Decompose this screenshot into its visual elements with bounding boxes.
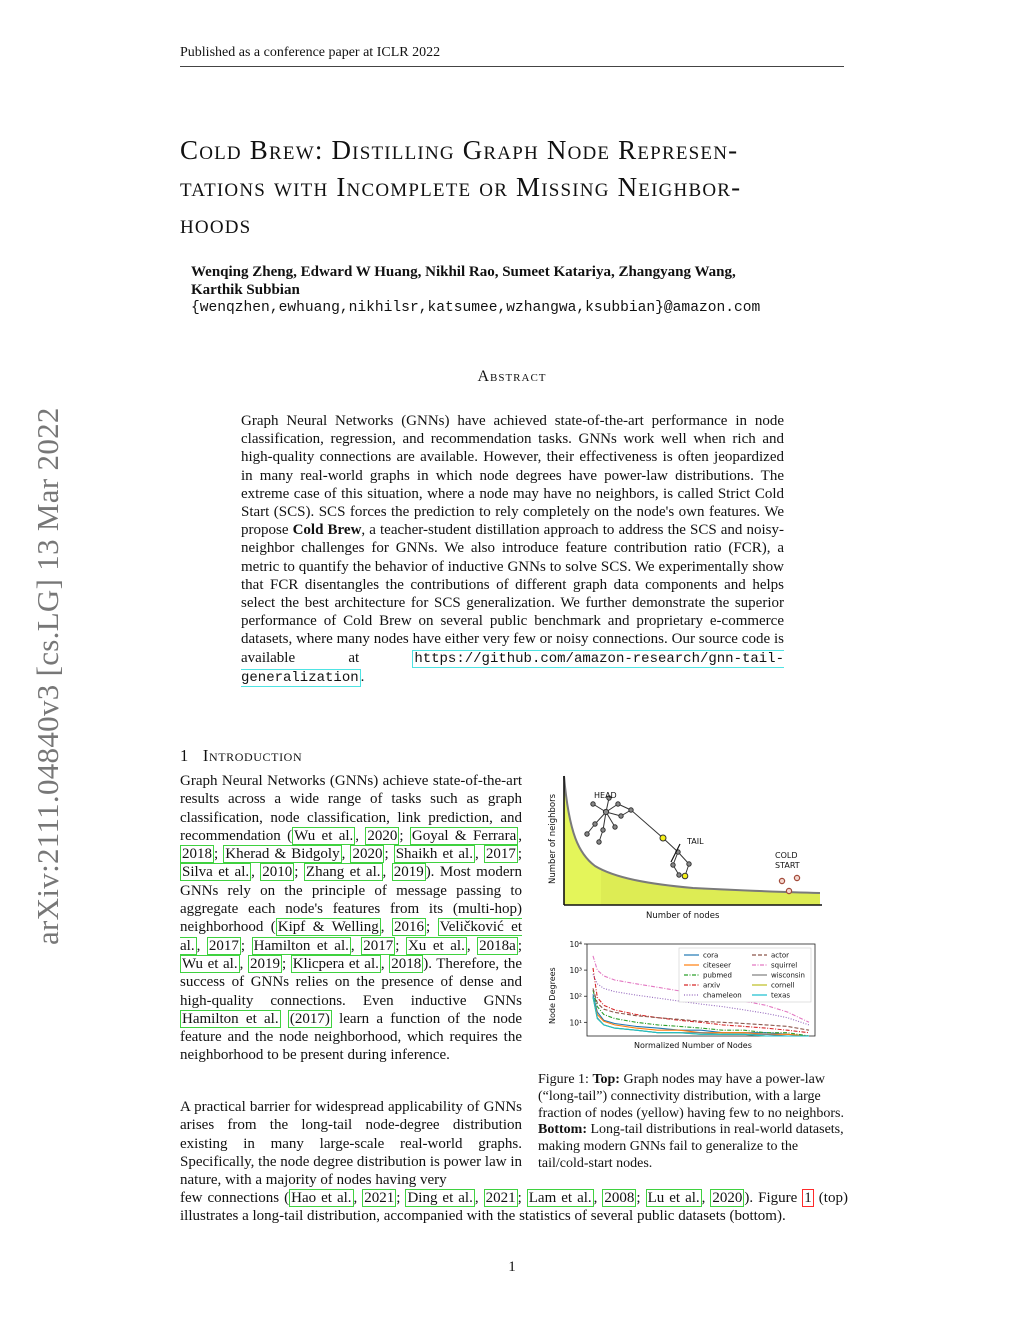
citation-link[interactable]: Wu et al. bbox=[182, 955, 238, 972]
legend-label-texas: texas bbox=[771, 991, 791, 1000]
legend-label-chameleon: chameleon bbox=[703, 991, 742, 1000]
page-number: 1 bbox=[508, 1259, 516, 1275]
figure-1-top bbox=[543, 772, 833, 924]
legend-label-cora: cora bbox=[703, 951, 719, 960]
source-code-link[interactable]: https://github.com/amazon-research/gnn-tail-generalization bbox=[241, 650, 784, 686]
axis-label-x: Number of nodes bbox=[646, 911, 720, 921]
legend-label-actor: actor bbox=[771, 951, 790, 960]
head-label: HEAD bbox=[594, 791, 617, 800]
citation-link[interactable]: Hamilton et al. bbox=[182, 1010, 279, 1027]
cold-start-label-2: START bbox=[775, 861, 800, 870]
citation-link[interactable]: Goyal & Ferrara bbox=[411, 827, 517, 844]
citation-link[interactable]: Xu et al. bbox=[407, 937, 465, 954]
legend-label-cornell: cornell bbox=[771, 981, 795, 990]
intro-text: Graph Neural Networks (GNNs) achieve state-of-the-art results across a wide range of tasks such as graph classification, node classification, link prediction, and recommendation ( bbox=[180, 773, 522, 844]
abstract-method-name: Cold Brew bbox=[292, 522, 362, 539]
abstract-text-2: , a teacher-student distillation approach to address the SCS and noisy-neighbor challenges for GNNs. We also introduce feature contribution ratio (FCR), a metric to quantify the behavior of inductive GNNs to solve SCS. We experimentally show that FCR disentangles the contributions of different graph data components and helps select the best architecture for SCS generalization. We further demonstrate the superior performance of Cold Brew on several public benchmark and proprietary e-commerce datasets, where many nodes have either very few or noisy connections. Our source code is available at bbox=[241, 522, 785, 666]
citation-link[interactable]: Veličković et al. bbox=[180, 919, 523, 954]
citation-year-link[interactable]: 2018 bbox=[391, 955, 422, 972]
citation-link[interactable]: Hao et al. bbox=[291, 1190, 352, 1206]
legend-label-squirrel: squirrel bbox=[771, 961, 798, 970]
citation-year-link[interactable]: 2018 bbox=[182, 846, 212, 863]
citation-link[interactable]: Silva et al. bbox=[182, 864, 250, 881]
cold-start-nodes-icon bbox=[779, 875, 799, 893]
abstract-heading: Abstract bbox=[477, 368, 547, 385]
intro-paragraph-1: Graph Neural Networks (GNNs) achieve state-of-the-art results across a wide range of tasks such as graph classification, node classification, link prediction, and recommendation ( Wu et al. , 2020 ; Goyal & Ferrara , 2018 ; Kherad & Bidgoly , 2020 ; Shaikh et al. , 2017 ; Silva et al. , 2010 ; Zhang et al. , 2019 ). Most modern GNNs rely on the principle of message passing to aggregate each node's features from its (multi-hop) neighborhood ( Kipf & Welling , 2016 ; Veličković et al. , 2017 ; Hamilton et al. , 2017 ; Xu et al. , 2018a ; Wu et al. , 2019 ; Klicpera et al. , 2018 ). Therefore, the success of GNNs relies on the presence of dense and high-quality connections. Even inductive GNNs Hamilton et al. (2017) learn a function of the node feature and the node neighborhood, which requires the neighborhood to be present during inference. bbox=[180, 773, 523, 1064]
chart-xlabel: Normalized Number of Nodes bbox=[634, 1041, 752, 1050]
axis-label-y: Number of neighbors bbox=[548, 793, 558, 884]
citation-year-link[interactable]: 2008 bbox=[604, 1190, 635, 1206]
citation-year-link[interactable]: 2020 bbox=[352, 846, 383, 863]
tail-label: TAIL bbox=[687, 837, 704, 846]
citation-year-link[interactable]: 2019 bbox=[249, 955, 280, 972]
section-title: Introduction bbox=[202, 746, 303, 765]
intro-text: ). Figure bbox=[744, 1190, 803, 1206]
figure-1-bottom-chart bbox=[543, 938, 819, 1052]
section-heading-introduction bbox=[180, 746, 302, 766]
caption-top-label: Top: bbox=[592, 1072, 620, 1087]
citation-link[interactable]: Kherad & Bidgoly bbox=[225, 846, 340, 863]
cold-start-label-1: COLD bbox=[775, 851, 798, 860]
arxiv-stamp-container bbox=[30, 355, 70, 945]
arxiv-stamp[interactable]: arXiv:2111.04840v3 [cs.LG] 13 Mar 2022 bbox=[30, 407, 65, 945]
citation-year-link[interactable]: 2020 bbox=[712, 1190, 743, 1206]
author-list bbox=[191, 263, 831, 299]
citation-year-link[interactable]: 2020 bbox=[367, 827, 398, 844]
author-line-1: Wenqing Zheng, Edward W Huang, Nikhil Rao, Sumeet Katariya, Zhangyang Wang, bbox=[191, 264, 736, 280]
citation-year-link[interactable]: 2010 bbox=[262, 864, 293, 881]
running-head: Published as a conference paper at ICLR 2022 bbox=[180, 45, 844, 67]
title-line-3: hoods bbox=[180, 209, 252, 239]
caption-top-text: Graph nodes may have a power-law (“long-tail”) connectivity distribution, with a large fraction of nodes (yellow) having few to no neighbors. bbox=[538, 1072, 844, 1121]
citation-year-link[interactable]: 2017 bbox=[485, 846, 516, 863]
intro-paragraph-2: A practical barrier for widespread applicability of GNNs arises from the long-tail node-degree distribution existing in many large-scale real-world graphs. Specifically, the node degree distribution is power law in nature, with a majority of nodes having very bbox=[180, 1099, 522, 1189]
citation-link[interactable]: Lam et al. bbox=[528, 1190, 592, 1206]
citation-link[interactable]: Zhang et al. bbox=[305, 864, 381, 881]
legend-label-pubmed: pubmed bbox=[703, 971, 732, 980]
figure-1-caption bbox=[538, 1072, 848, 1173]
y-tick-label: 10³ bbox=[569, 966, 582, 976]
head-graph-icon bbox=[585, 796, 663, 844]
citation-link[interactable]: Kipf & Welling bbox=[277, 919, 379, 936]
intro-text: ). Therefore, the success of GNNs relies on the presence of dense and high-quality connections. Even inductive GNNs bbox=[180, 955, 523, 1009]
citation-year-link[interactable]: 2019 bbox=[393, 864, 424, 881]
citation-year-link[interactable]: (2017) bbox=[289, 1010, 330, 1027]
author-line-2: Karthik Subbian bbox=[191, 282, 300, 298]
citation-year-link[interactable]: 2021 bbox=[485, 1190, 516, 1206]
intro-text: ). Most modern GNNs rely on the principle of message passing to aggregate each node's features from its (multi-hop) neighborhood ( bbox=[180, 864, 522, 936]
paper-title bbox=[180, 132, 848, 243]
intro-text: few connections ( bbox=[180, 1190, 290, 1206]
chart-ylabel: Node Degrees bbox=[548, 967, 557, 1024]
author-email: {wenqzhen,ewhuang,nikhilsr,katsumee,wzhangwa,ksubbian}@amazon.com bbox=[191, 300, 761, 316]
title-line-1: Cold Brew: Distilling Graph Node Represen- bbox=[180, 135, 739, 165]
legend-label-wisconsin: wisconsin bbox=[771, 971, 805, 980]
caption-bottom-text: Long-tail distributions in real-world datasets, making modern GNNs fail to generalize to the tail/cold-start nodes. bbox=[538, 1122, 844, 1171]
citation-link[interactable]: Ding et al. bbox=[407, 1190, 473, 1206]
figure-ref-link[interactable]: 1 bbox=[804, 1190, 812, 1206]
y-tick-label: 10² bbox=[569, 992, 582, 1002]
title-line-2: tations with Incomplete or Missing Neighbor- bbox=[180, 172, 742, 202]
abstract-text-1: Graph Neural Networks (GNNs) have achieved state-of-the-art performance in node classification, regression, and recommendation tasks. GNNs work well when rich and high-quality connections are available. However, their effectiveness is often jeopardized in many real-world graphs in which node degrees have power-law distributions. The extreme case of this situation, where a node may have no neighbors, is called Strict Cold Start (SCS). SCS forces the prediction to rely completely on the node's own features. We propose bbox=[241, 413, 784, 539]
citation-link[interactable]: Wu et al. bbox=[294, 827, 354, 844]
citation-link[interactable]: Hamilton et al. bbox=[253, 937, 349, 954]
intro-text: (top) illustrates a long-tail distribution, accompanied with the statistics of several public datasets (bottom). bbox=[180, 1190, 848, 1225]
legend-label-citeseer: citeseer bbox=[703, 961, 731, 970]
y-tick-label: 10⁴ bbox=[569, 940, 582, 949]
citation-link[interactable]: Lu et al. bbox=[647, 1190, 700, 1206]
legend-label-arxiv: arxiv bbox=[703, 981, 721, 990]
citation-year-link[interactable]: 2018a bbox=[479, 937, 516, 954]
citation-link[interactable]: Shaikh et al. bbox=[395, 846, 473, 863]
section-number: 1 bbox=[180, 746, 189, 765]
abstract-body bbox=[241, 412, 784, 687]
y-tick-label: 10¹ bbox=[569, 1018, 582, 1028]
citation-year-link[interactable]: 2016 bbox=[393, 919, 424, 936]
degree-chart-svg bbox=[543, 938, 819, 1052]
caption-bottom-label: Bottom: bbox=[538, 1122, 587, 1138]
long-tail-illustration bbox=[543, 772, 833, 924]
intro-paragraph-2-continued: few connections ( Hao et al. , 2021 ; Ding et al. , 2021 ; Lam et al. , 2008 ; Lu et al. , 2020 ). Figure 1 (top) illustrates a long-tail distribution, accompanied with the statistics of several public datasets (bottom). bbox=[180, 1190, 848, 1225]
tail-area-shade bbox=[601, 869, 820, 905]
caption-label: Figure 1: bbox=[538, 1072, 589, 1087]
citation-link[interactable]: Klicpera et al. bbox=[292, 955, 379, 972]
intro-text: learn a function of the node feature and the node neighborhood, which requires the neighborhood to be present during inference. bbox=[180, 1010, 522, 1064]
citation-year-link[interactable]: 2021 bbox=[364, 1190, 395, 1206]
citation-year-link[interactable]: 2017 bbox=[208, 937, 239, 954]
citation-year-link[interactable]: 2017 bbox=[363, 937, 394, 954]
abstract-text-3: . bbox=[360, 668, 365, 685]
